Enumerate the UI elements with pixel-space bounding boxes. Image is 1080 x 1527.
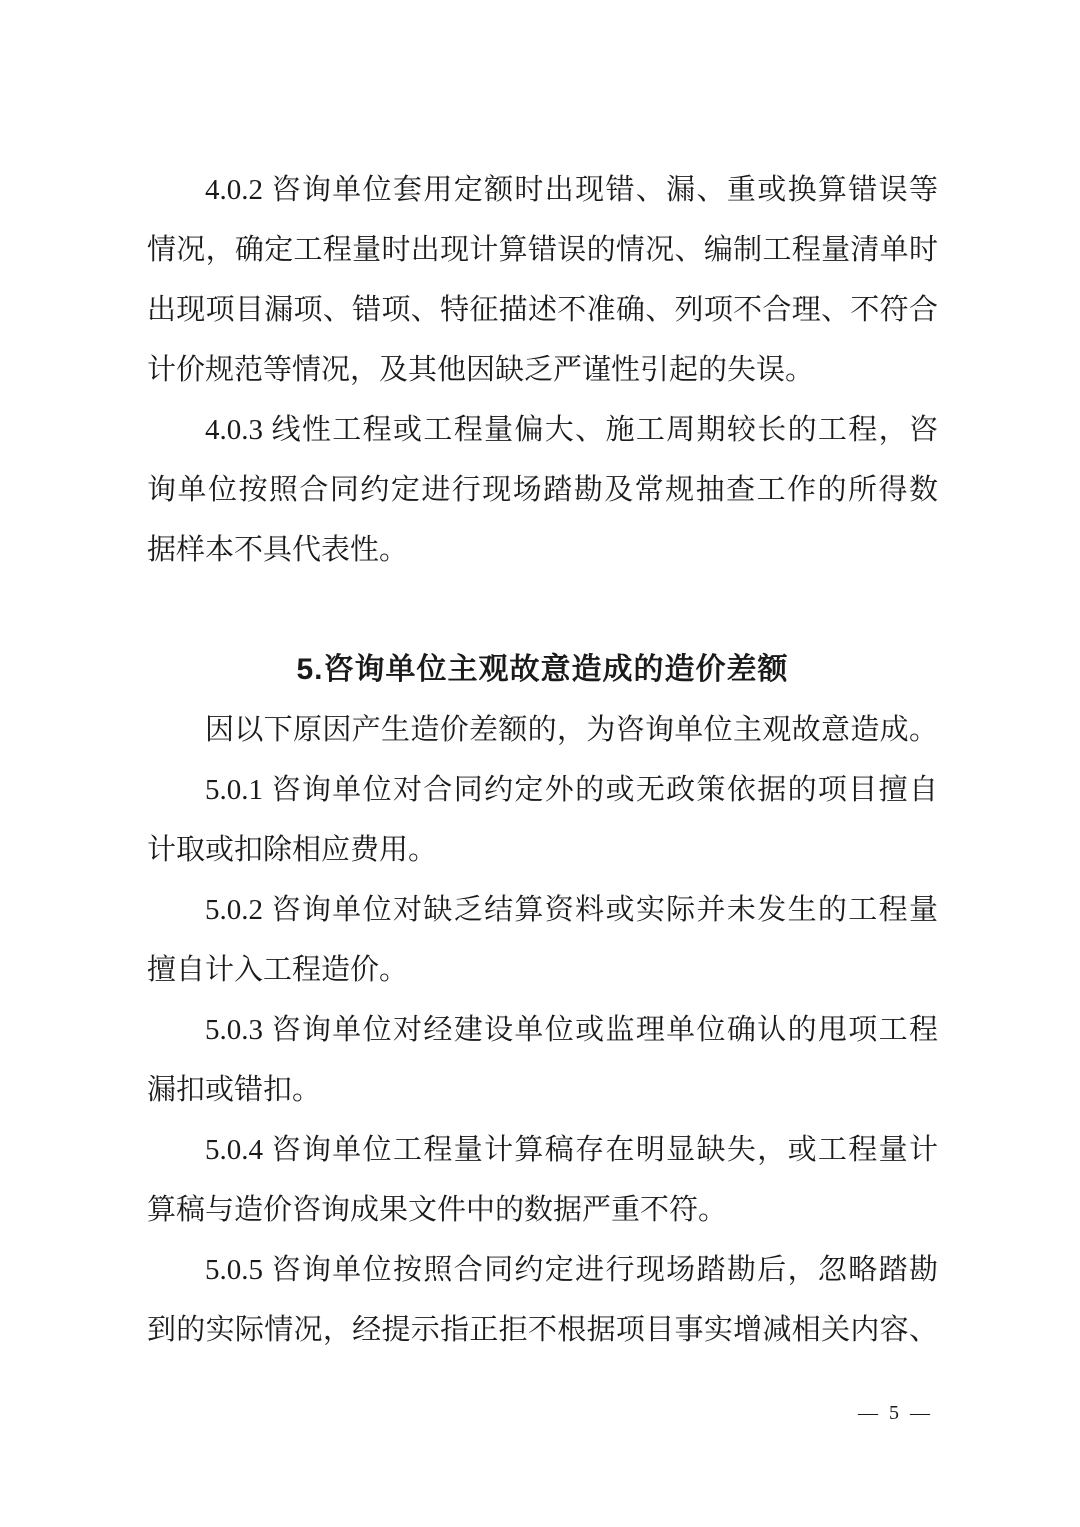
text-line: 漏扣或错扣。 (147, 1074, 322, 1106)
document-body (147, 160, 938, 1360)
text-line: 情况，确定工程量时出现计算错误的情况、编制工程量清单时 (147, 234, 938, 266)
text-line: 4.0.3 线性工程或工程量偏大、施工周期较长的工程，咨 (205, 414, 938, 446)
text-line: 计取或扣除相应费用。 (147, 834, 438, 866)
text-line: 询单位按照合同约定进行现场踏勘及常规抽查工作的所得数 (147, 474, 938, 506)
text-line: 5.0.2 咨询单位对缺乏结算资料或实际并未发生的工程量 (205, 894, 938, 926)
text-line: 算稿与造价咨询成果文件中的数据严重不符。 (147, 1194, 728, 1226)
section-heading: 5.咨询单位主观故意造成的造价差额 (296, 653, 789, 686)
text-line: 计价规范等情况，及其他因缺乏严谨性引起的失误。 (147, 354, 815, 386)
text-line: 据样本不具代表性。 (147, 534, 409, 566)
text-line: 因以下原因产生造价差额的，为咨询单位主观故意造成。 (205, 714, 938, 746)
text-line: 5.0.3 咨询单位对经建设单位或监理单位确认的甩项工程 (205, 1014, 938, 1046)
text-line: 出现项目漏项、错项、特征描述不准确、列项不合理、不符合 (147, 294, 938, 326)
text-line: 5.0.1 咨询单位对合同约定外的或无政策依据的项目擅自 (205, 774, 938, 806)
text-line: 5.0.5 咨询单位按照合同约定进行现场踏勘后，忽略踏勘 (205, 1254, 938, 1286)
page-number: — 5 — (858, 1402, 933, 1424)
text-line: 5.0.4 咨询单位工程量计算稿存在明显缺失，或工程量计 (205, 1134, 938, 1166)
text-line: 擅自计入工程造价。 (147, 954, 409, 986)
spacer (147, 580, 938, 640)
text-line: 4.0.2 咨询单位套用定额时出现错、漏、重或换算错误等 (205, 174, 938, 206)
text-line: 到的实际情况，经提示指正拒不根据项目事实增减相关内容、 (147, 1314, 938, 1346)
